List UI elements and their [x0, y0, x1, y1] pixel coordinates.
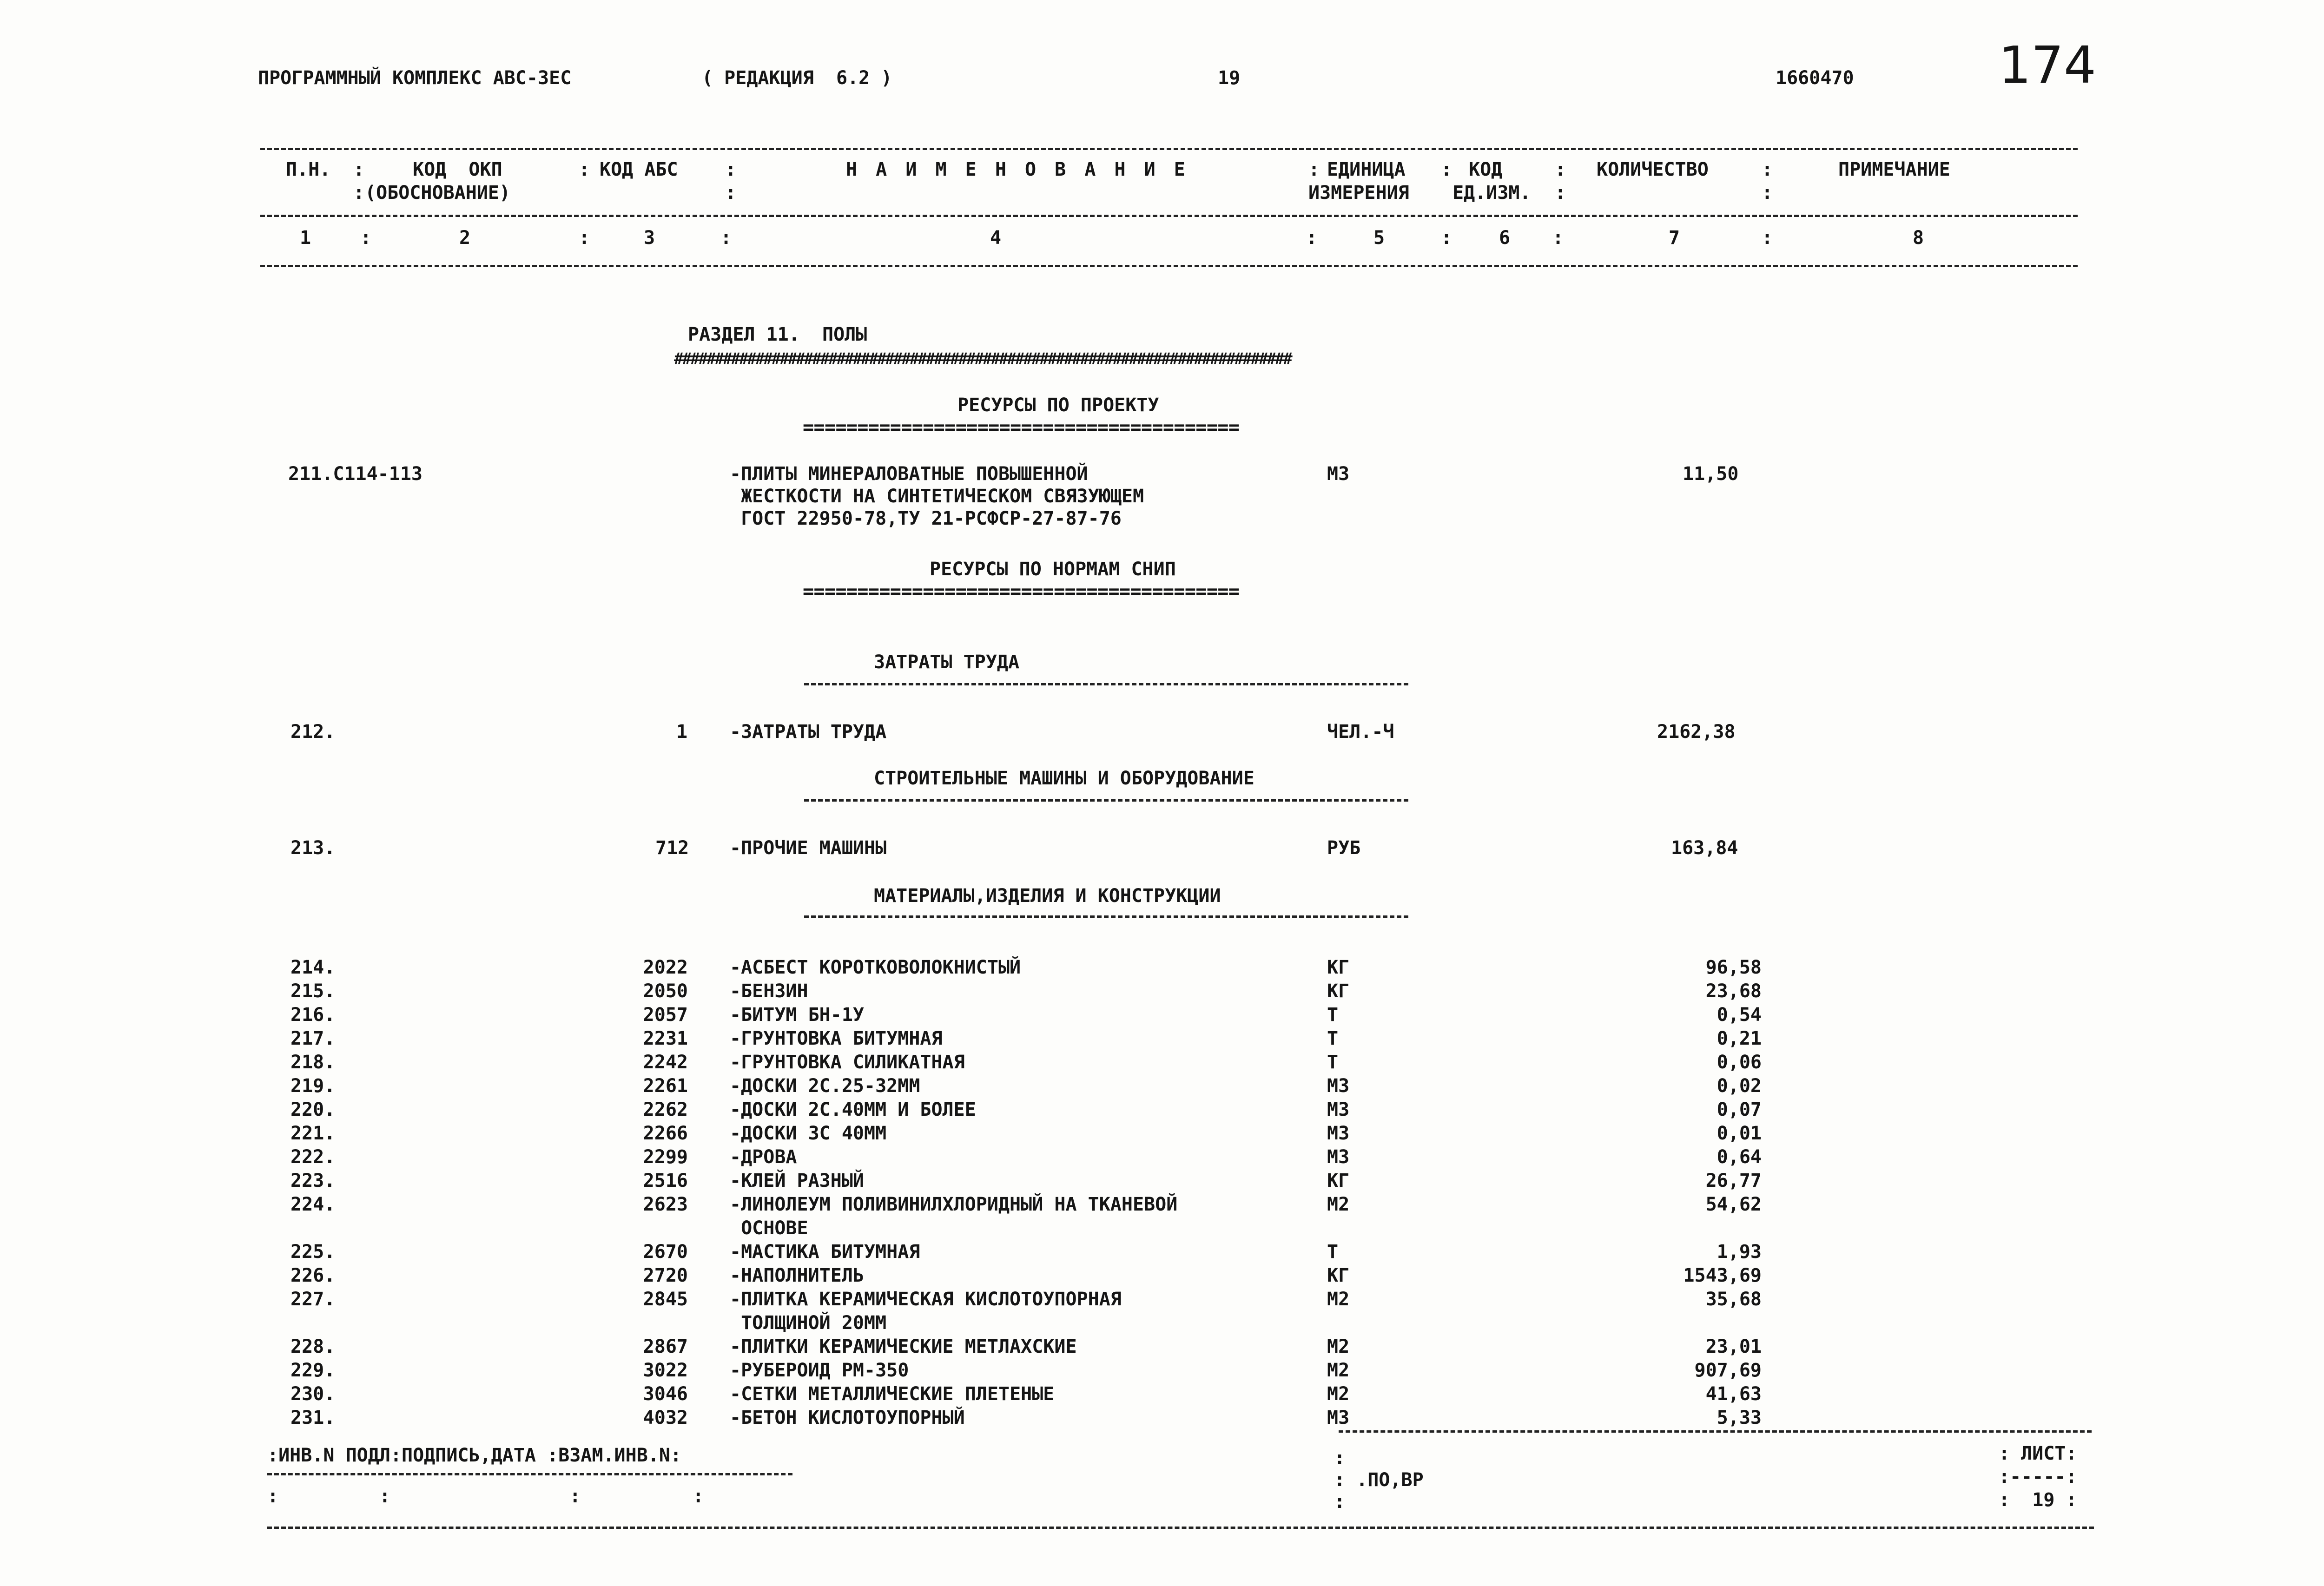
item-unit: Т: [1327, 1028, 1339, 1049]
section-title: РАЗДЕЛ 11. ПОЛЫ: [688, 324, 867, 345]
item-qty: 35,68: [1705, 1289, 1762, 1310]
item-code: 4032: [643, 1407, 688, 1428]
item-unit: М3: [1327, 1123, 1350, 1144]
item-code: 2242: [643, 1052, 688, 1073]
col-number: 3: [644, 227, 655, 249]
sheet-suffix: : .ПО,ВР: [1334, 1469, 1424, 1491]
item-name: -ДОСКИ 2С.40ММ И БОЛЕЕ: [730, 1099, 976, 1120]
item-unit: РУБ: [1327, 837, 1361, 859]
item-number: 224.: [290, 1194, 336, 1215]
item-code: 2670: [643, 1241, 688, 1263]
item-number: 214.: [290, 957, 336, 978]
item-code: 2867: [643, 1336, 688, 1357]
materials-rule: [804, 915, 1408, 918]
footer-rule-bottom: [267, 1527, 2094, 1529]
edition-label: ( РЕДАКЦИЯ 6.2 ): [702, 67, 892, 89]
col-header-5b: ИЗМЕРЕНИЯ: [1308, 182, 1409, 204]
col-header-7: КОЛИЧЕСТВО: [1597, 159, 1709, 180]
col-header-2: КОД ОКП: [413, 159, 502, 180]
col-sep: :: [1306, 227, 1318, 249]
item-qty: 0,01: [1717, 1123, 1762, 1144]
stamp-colon: :: [1334, 1491, 1346, 1513]
item-code: 2262: [643, 1099, 688, 1120]
col-sep: :: [353, 159, 365, 180]
item-name: -ЗАТРАТЫ ТРУДА: [730, 721, 887, 743]
item-unit: М3: [1327, 463, 1350, 485]
item-number: 211.С114-113: [288, 463, 423, 485]
item-unit: Т: [1327, 1052, 1339, 1073]
section-hash-rule: ############################################################################: [674, 349, 1291, 368]
item-code: 2261: [643, 1075, 688, 1097]
item-name: -ГРУНТОВКА БИТУМНАЯ: [730, 1028, 943, 1049]
machines-rule: [804, 799, 1408, 802]
item-number: 217.: [290, 1028, 336, 1049]
item-code: 2057: [643, 1004, 688, 1026]
item-qty: 5,33: [1717, 1407, 1762, 1428]
item-qty: 54,62: [1705, 1194, 1762, 1215]
col-number: 1: [300, 227, 311, 249]
stamp-header: :ИНВ.N ПОДЛ:ПОДПИСЬ,ДАТА :ВЗАМ.ИНВ.N:: [267, 1445, 682, 1466]
item-name: -НАПОЛНИТЕЛЬ: [730, 1265, 864, 1286]
col-sep: :: [1762, 159, 1773, 180]
item-unit: М2: [1327, 1360, 1350, 1381]
col-header-3: КОД АБС: [600, 159, 678, 180]
item-name: -БЕТОН КИСЛОТОУПОРНЫЙ: [730, 1407, 965, 1428]
item-name: -СЕТКИ МЕТАЛЛИЧЕСКИЕ ПЛЕТЕНЫЕ: [730, 1383, 1055, 1405]
stamp-colon: :: [1334, 1448, 1346, 1469]
document-code: 1660470: [1776, 67, 1854, 89]
col-sep: :: [1555, 159, 1566, 180]
item-unit: М3: [1327, 1099, 1350, 1120]
header-rule-mid: [260, 215, 2078, 217]
item-name-line: ГОСТ 22950-78,ТУ 21-РСФСР-27-87-76: [730, 508, 1122, 529]
item-number: 226.: [290, 1265, 336, 1286]
item-qty: 1,93: [1717, 1241, 1762, 1263]
item-number: 223.: [290, 1170, 336, 1191]
item-number: 225.: [290, 1241, 336, 1263]
col-sep: :: [1441, 227, 1452, 249]
page-number: 19: [1218, 67, 1241, 89]
item-qty: 0,64: [1717, 1146, 1762, 1168]
item-qty: 26,77: [1705, 1170, 1762, 1191]
item-code: 2299: [643, 1146, 688, 1168]
item-number: 231.: [290, 1407, 336, 1428]
sheet-rule: :-----:: [1999, 1466, 2077, 1487]
stamp-cells: : : : :: [267, 1486, 704, 1507]
item-code: 2516: [643, 1170, 688, 1191]
item-code: 1: [676, 721, 688, 743]
item-code: 3046: [643, 1383, 688, 1405]
item-qty: 2162,38: [1657, 721, 1736, 743]
labor-rule: [804, 683, 1408, 685]
item-number: 221.: [290, 1123, 336, 1144]
item-code: 2845: [643, 1289, 688, 1310]
project-resources-title: РЕСУРСЫ ПО ПРОЕКТУ: [957, 395, 1159, 416]
item-number: 216.: [290, 1004, 336, 1026]
col-sep: :: [725, 182, 737, 204]
machines-title: СТРОИТЕЛЬНЫЕ МАШИНЫ И ОБОРУДОВАНИЕ: [874, 768, 1254, 789]
item-unit: М3: [1327, 1146, 1350, 1168]
item-code: 2266: [643, 1123, 688, 1144]
item-number: 219.: [290, 1075, 336, 1097]
item-code: 2720: [643, 1265, 688, 1286]
item-code: 2022: [643, 957, 688, 978]
item-qty: 96,58: [1705, 957, 1762, 978]
item-name: -ДОСКИ 3С 40ММ: [730, 1123, 887, 1144]
item-number: 229.: [290, 1360, 336, 1381]
col-sep: :: [1308, 159, 1320, 180]
col-sep: :: [360, 227, 372, 249]
col-sep: :: [579, 159, 590, 180]
item-qty: 0,02: [1717, 1075, 1762, 1097]
item-name-continued: ОСНОВЕ: [730, 1217, 808, 1239]
col-header-1: П.Н.: [286, 159, 331, 180]
handwritten-sheet-number: 174: [1999, 35, 2096, 95]
item-name-continued: ТОЛЩИНОЙ 20ММ: [730, 1312, 887, 1334]
header-rule-bottom: [260, 265, 2078, 267]
col-header-5: ЕДИНИЦА: [1327, 159, 1406, 180]
item-qty: 0,06: [1717, 1052, 1762, 1073]
double-rule: ========================================: [803, 417, 1240, 438]
item-unit: М3: [1327, 1407, 1350, 1428]
item-number: 222.: [290, 1146, 336, 1168]
item-number: 228.: [290, 1336, 336, 1357]
col-sep: :: [353, 182, 365, 204]
item-name-line: -ПЛИТЫ МИНЕРАЛОВАТНЫЕ ПОВЫШЕННОЙ: [730, 463, 1088, 485]
item-code: 3022: [643, 1360, 688, 1381]
item-qty: 907,69: [1694, 1360, 1762, 1381]
materials-title: МАТЕРИАЛЫ,ИЗДЕЛИЯ И КОНСТРУКЦИИ: [874, 885, 1221, 907]
item-number: 230.: [290, 1383, 336, 1405]
footer-rule-top-right: [1339, 1430, 2092, 1433]
item-qty: 163,84: [1671, 837, 1738, 859]
item-qty: 11,50: [1683, 463, 1739, 485]
header-rule-top: [260, 148, 2078, 150]
item-unit: Т: [1327, 1241, 1339, 1263]
item-name: -РУБЕРОИД РМ-350: [730, 1360, 909, 1381]
item-name-line: ЖЕСТКОСТИ НА СИНТЕТИЧЕСКОМ СВЯЗУЮЩЕМ: [730, 486, 1144, 507]
double-rule: ========================================: [803, 581, 1240, 602]
item-unit: ЧЕЛ.-Ч: [1327, 721, 1394, 743]
item-unit: М2: [1327, 1336, 1350, 1357]
item-qty: 0,54: [1717, 1004, 1762, 1026]
col-number: 4: [990, 227, 1002, 249]
col-number: 5: [1373, 227, 1385, 249]
item-code: 2231: [643, 1028, 688, 1049]
col-header-2b: (ОБОСНОВАНИЕ): [365, 182, 511, 204]
item-qty: 0,21: [1717, 1028, 1762, 1049]
col-sep: :: [1555, 182, 1566, 204]
col-number: 7: [1669, 227, 1680, 249]
item-unit: КГ: [1327, 1265, 1350, 1286]
item-unit: Т: [1327, 1004, 1339, 1026]
item-number: 215.: [290, 981, 336, 1002]
item-unit: КГ: [1327, 981, 1350, 1002]
item-code: 712: [655, 837, 689, 859]
col-header-6b: ЕД.ИЗМ.: [1452, 182, 1531, 204]
item-name: -БЕНЗИН: [730, 981, 808, 1002]
sheet-number: : 19 :: [1999, 1489, 2077, 1511]
item-unit: М2: [1327, 1289, 1350, 1310]
program-title: ПРОГРАММНЫЙ КОМПЛЕКС АВС-3ЕС: [258, 67, 572, 89]
item-name: -КЛЕЙ РАЗНЫЙ: [730, 1170, 864, 1191]
item-name: -БИТУМ БН-1У: [730, 1004, 864, 1026]
item-qty: 1543,69: [1683, 1265, 1762, 1286]
labor-title: ЗАТРАТЫ ТРУДА: [874, 652, 1020, 673]
item-qty: 23,68: [1705, 981, 1762, 1002]
item-name: -АСБЕСТ КОРОТКОВОЛОКНИСТЫЙ: [730, 957, 1021, 978]
col-header-4: Н А И М Е Н О В А Н И Е: [846, 159, 1189, 180]
item-code: 2050: [643, 981, 688, 1002]
item-name: -ЛИНОЛЕУМ ПОЛИВИНИЛХЛОРИДНЫЙ НА ТКАНЕВОЙ: [730, 1194, 1178, 1215]
item-name: -ДОСКИ 2С.25-32ММ: [730, 1075, 920, 1097]
col-sep: :: [579, 227, 590, 249]
stamp-rule: [267, 1473, 792, 1475]
item-number: 227.: [290, 1289, 336, 1310]
item-unit: М3: [1327, 1075, 1350, 1097]
item-unit: КГ: [1327, 957, 1350, 978]
col-header-8: ПРИМЕЧАНИЕ: [1838, 159, 1950, 180]
item-unit: М2: [1327, 1194, 1350, 1215]
item-name: -ПЛИТКА КЕРАМИЧЕСКАЯ КИСЛОТОУПОРНАЯ: [730, 1289, 1122, 1310]
item-number: 212.: [290, 721, 336, 743]
item-code: 2623: [643, 1194, 688, 1215]
col-sep: :: [1762, 227, 1773, 249]
item-name: -МАСТИКА БИТУМНАЯ: [730, 1241, 920, 1263]
col-number: 2: [459, 227, 471, 249]
item-unit: КГ: [1327, 1170, 1350, 1191]
item-number: 218.: [290, 1052, 336, 1073]
item-qty: 0,07: [1717, 1099, 1762, 1120]
col-number: 6: [1499, 227, 1511, 249]
item-unit: М2: [1327, 1383, 1350, 1405]
col-number: 8: [1913, 227, 1924, 249]
col-sep: :: [1441, 159, 1452, 180]
item-qty: 23,01: [1705, 1336, 1762, 1357]
col-sep: :: [720, 227, 732, 249]
sheet-label: : ЛИСТ:: [1999, 1443, 2077, 1464]
item-name: -ПРОЧИЕ МАШИНЫ: [730, 837, 887, 859]
item-name: -ГРУНТОВКА СИЛИКАТНАЯ: [730, 1052, 965, 1073]
col-sep: :: [1762, 182, 1773, 204]
col-sep: :: [725, 159, 737, 180]
item-name: -ДРОВА: [730, 1146, 797, 1168]
norm-resources-title: РЕСУРСЫ ПО НОРМАМ СНИП: [930, 559, 1176, 580]
col-header-6: КОД: [1469, 159, 1503, 180]
item-number: 220.: [290, 1099, 336, 1120]
item-number: 213.: [290, 837, 336, 859]
item-name: -ПЛИТКИ КЕРАМИЧЕСКИЕ МЕТЛАХСКИЕ: [730, 1336, 1077, 1357]
col-sep: :: [1552, 227, 1564, 249]
item-qty: 41,63: [1705, 1383, 1762, 1405]
